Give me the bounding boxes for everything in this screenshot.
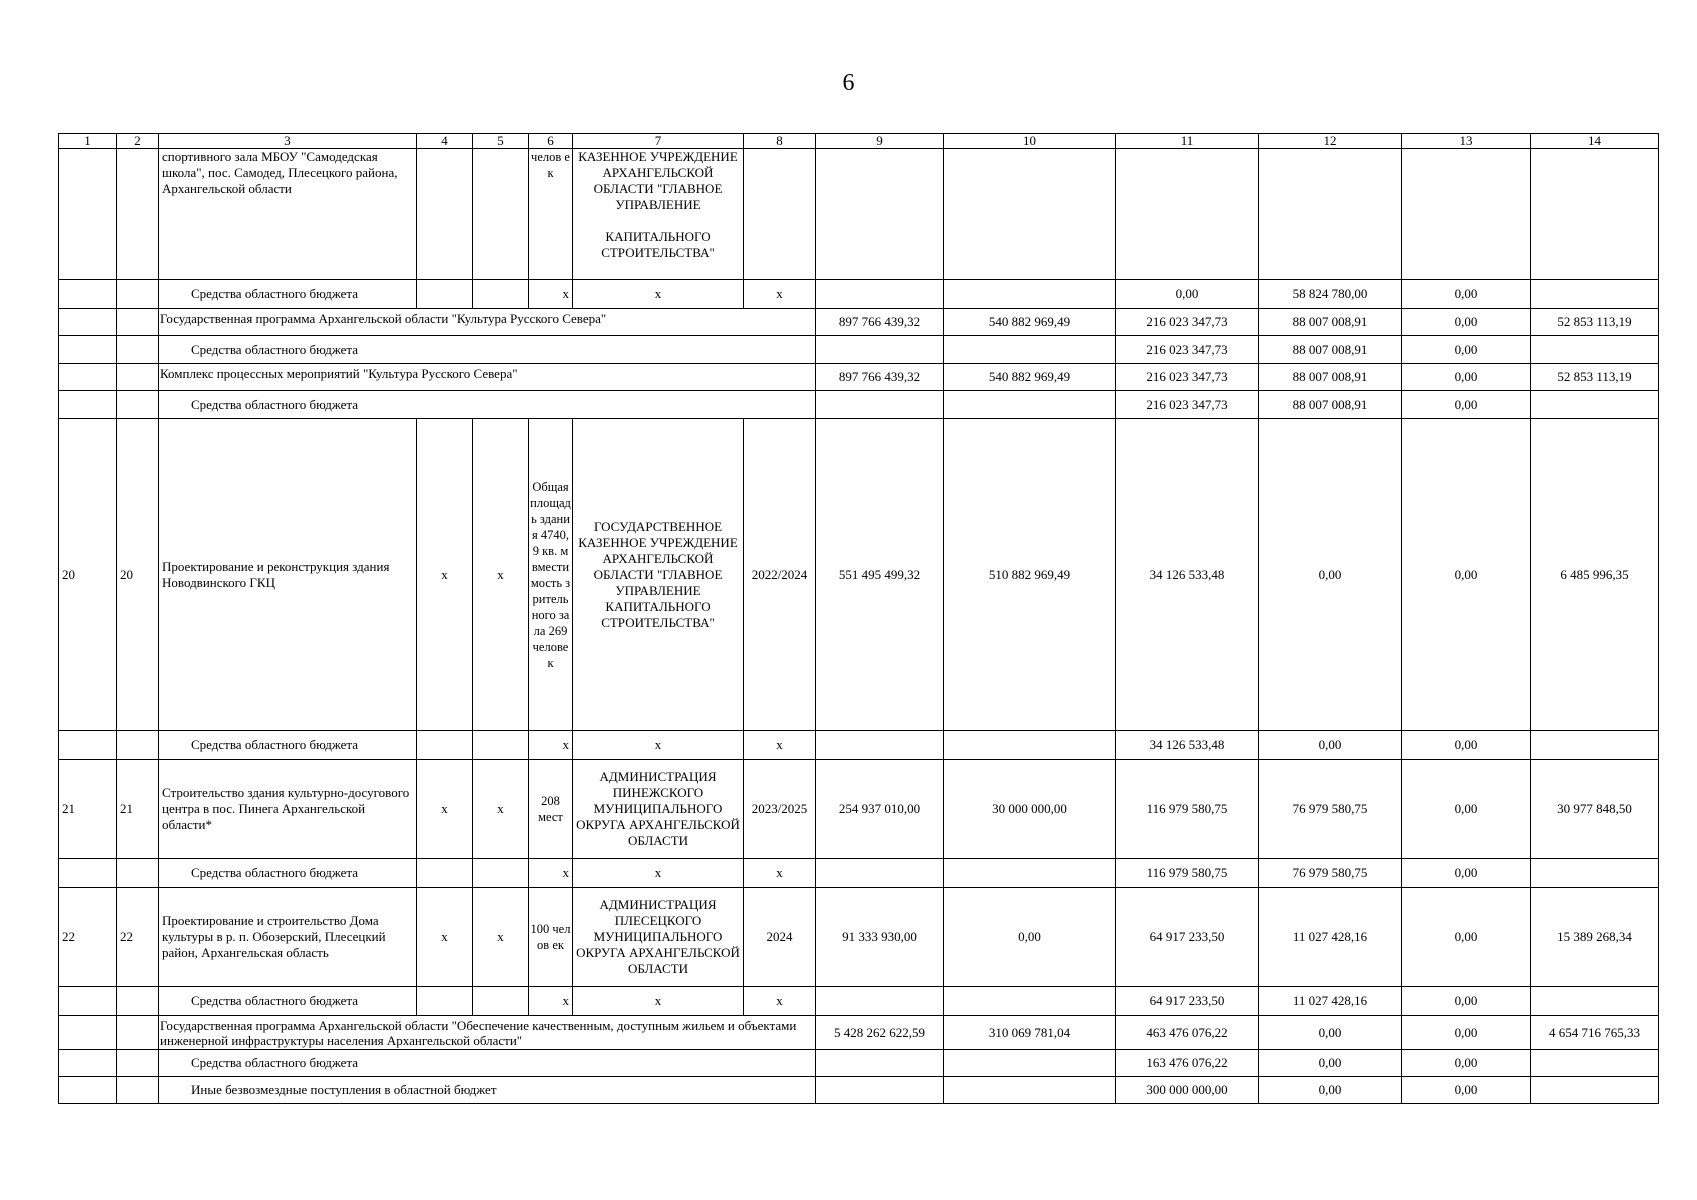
cell-value: 15 389 268,34 (1531, 888, 1659, 987)
cell-empty (1531, 987, 1659, 1016)
cell-index: 22 (59, 888, 117, 987)
cell-value: 216 023 347,73 (1116, 336, 1259, 364)
cell-period: 2022/2024 (744, 419, 816, 731)
cell-object-name: Строительство здания культурно-досугового центра в пос. Пинега Архангельской области* (159, 760, 417, 859)
cell-value: 0,00 (1116, 280, 1259, 309)
column-number: 13 (1402, 134, 1531, 149)
cell-empty (117, 336, 159, 364)
cell-value: 0,00 (1402, 1016, 1531, 1050)
column-number: 14 (1531, 134, 1659, 149)
cell-value: 52 853 113,19 (1531, 364, 1659, 391)
cell-empty (473, 987, 529, 1016)
cell-value: 30 000 000,00 (944, 760, 1116, 859)
cell-funding-source: Средства областного бюджета (159, 336, 816, 364)
cell-funding-source: Средства областного бюджета (159, 1050, 816, 1077)
column-number: 11 (1116, 134, 1259, 149)
cell-funding-source: Средства областного бюджета (159, 859, 417, 888)
cell-empty (117, 280, 159, 309)
cell-empty (59, 1016, 117, 1050)
cell-object-name: Проектирование и строительство Дома культуры в р. п. Обозерский, Плесецкий район, Архангельская область (159, 888, 417, 987)
cell-index (117, 149, 159, 280)
cell-program-title: Государственная программа Архангельской области "Культура Русского Севера" (159, 309, 816, 336)
cell-empty (944, 731, 1116, 760)
cell-period: 2023/2025 (744, 760, 816, 859)
cell-empty (1531, 1050, 1659, 1077)
cell-value: 0,00 (1402, 1077, 1531, 1104)
cell-customer: х (573, 987, 744, 1016)
cell-empty (944, 1050, 1116, 1077)
table-row (59, 731, 1659, 760)
column-number: 8 (744, 134, 816, 149)
cell-empty (417, 987, 473, 1016)
cell-empty (59, 859, 117, 888)
cell-empty (473, 149, 529, 280)
cell-value: 216 023 347,73 (1116, 364, 1259, 391)
cell-value: 116 979 580,75 (1116, 859, 1259, 888)
cell-value: 540 882 969,49 (944, 364, 1116, 391)
cell-empty (1531, 149, 1659, 280)
cell-empty (417, 280, 473, 309)
budget-table (58, 133, 1659, 1104)
cell-value: 91 333 930,00 (816, 888, 944, 987)
cell-value: 0,00 (1402, 309, 1531, 336)
cell-empty (417, 859, 473, 888)
cell-empty (816, 1077, 944, 1104)
column-number: 7 (573, 134, 744, 149)
cell-empty (473, 280, 529, 309)
cell-value: 0,00 (1259, 1077, 1402, 1104)
table-row (59, 888, 1659, 987)
cell-empty (816, 149, 944, 280)
cell-col4: х (417, 888, 473, 987)
cell-value: 300 000 000,00 (1116, 1077, 1259, 1104)
cell-value: 4 654 716 765,33 (1531, 1016, 1659, 1050)
table-row (59, 760, 1659, 859)
cell-value: 52 853 113,19 (1531, 309, 1659, 336)
cell-period: х (744, 859, 816, 888)
table-row (59, 149, 1659, 280)
cell-empty (417, 149, 473, 280)
cell-value: 540 882 969,49 (944, 309, 1116, 336)
cell-value: 0,00 (1402, 336, 1531, 364)
cell-empty (1531, 731, 1659, 760)
cell-program-title: Комплекс процессных мероприятий "Культура Русского Севера" (159, 364, 816, 391)
cell-value: 897 766 439,32 (816, 309, 944, 336)
column-number: 10 (944, 134, 1116, 149)
cell-empty (417, 731, 473, 760)
cell-empty (117, 1077, 159, 1104)
cell-customer: х (573, 859, 744, 888)
cell-value: 0,00 (1402, 419, 1531, 731)
table-row (59, 1016, 1659, 1050)
cell-value: 0,00 (944, 888, 1116, 987)
cell-empty (1531, 336, 1659, 364)
cell-empty (944, 859, 1116, 888)
cell-value: 34 126 533,48 (1116, 419, 1259, 731)
cell-funding-source: Средства областного бюджета (159, 280, 417, 309)
cell-value: 6 485 996,35 (1531, 419, 1659, 731)
cell-empty (117, 987, 159, 1016)
column-number-row (59, 134, 1659, 149)
cell-value: 58 824 780,00 (1259, 280, 1402, 309)
cell-empty (816, 859, 944, 888)
cell-empty (117, 309, 159, 336)
cell-empty (59, 364, 117, 391)
cell-empty (1531, 1077, 1659, 1104)
cell-value: 0,00 (1402, 1050, 1531, 1077)
cell-value: 88 007 008,91 (1259, 309, 1402, 336)
cell-value: 88 007 008,91 (1259, 364, 1402, 391)
cell-empty (816, 336, 944, 364)
cell-value: 254 937 010,00 (816, 760, 944, 859)
cell-empty (59, 280, 117, 309)
cell-value: 0,00 (1259, 1016, 1402, 1050)
table-row (59, 1050, 1659, 1077)
cell-value: 510 882 969,49 (944, 419, 1116, 731)
cell-value: 0,00 (1402, 987, 1531, 1016)
cell-index (59, 149, 117, 280)
column-number: 2 (117, 134, 159, 149)
cell-value: 0,00 (1402, 888, 1531, 987)
cell-empty (117, 1016, 159, 1050)
table-row (59, 309, 1659, 336)
table-row (59, 987, 1659, 1016)
cell-value: 5 428 262 622,59 (816, 1016, 944, 1050)
cell-customer: АДМИНИСТРАЦИЯ ПИНЕЖСКОГО МУНИЦИПАЛЬНОГО ОКРУГА АРХАНГЕЛЬСКОЙ ОБЛАСТИ (573, 760, 744, 859)
column-number: 12 (1259, 134, 1402, 149)
cell-empty (944, 336, 1116, 364)
column-number: 6 (529, 134, 573, 149)
table-row (59, 391, 1659, 419)
cell-value: 310 069 781,04 (944, 1016, 1116, 1050)
cell-period: х (744, 987, 816, 1016)
cell-value: 30 977 848,50 (1531, 760, 1659, 859)
cell-value: 0,00 (1259, 419, 1402, 731)
cell-value: 551 495 499,32 (816, 419, 944, 731)
cell-empty (473, 859, 529, 888)
cell-empty (59, 731, 117, 760)
cell-value: 11 027 428,16 (1259, 987, 1402, 1016)
cell-index: 22 (117, 888, 159, 987)
table-row (59, 419, 1659, 731)
cell-value: 11 027 428,16 (1259, 888, 1402, 987)
cell-value: 0,00 (1259, 1050, 1402, 1077)
cell-empty (816, 391, 944, 419)
cell-empty (59, 1077, 117, 1104)
cell-capacity: х (529, 859, 573, 888)
cell-empty (1531, 280, 1659, 309)
cell-col5: х (473, 419, 529, 731)
column-number: 3 (159, 134, 417, 149)
cell-value: 897 766 439,32 (816, 364, 944, 391)
cell-funding-source: Иные безвозмездные поступления в областной бюджет (159, 1077, 816, 1104)
cell-value: 163 476 076,22 (1116, 1050, 1259, 1077)
cell-col5: х (473, 760, 529, 859)
cell-period: х (744, 280, 816, 309)
column-number: 5 (473, 134, 529, 149)
cell-period: х (744, 731, 816, 760)
cell-value: 76 979 580,75 (1259, 760, 1402, 859)
cell-value: 64 917 233,50 (1116, 987, 1259, 1016)
cell-empty (59, 987, 117, 1016)
cell-empty (117, 391, 159, 419)
cell-empty (944, 987, 1116, 1016)
cell-funding-source: Средства областного бюджета (159, 391, 816, 419)
column-number: 1 (59, 134, 117, 149)
cell-value: 0,00 (1259, 731, 1402, 760)
cell-empty (944, 1077, 1116, 1104)
cell-empty (1531, 391, 1659, 419)
cell-value: 463 476 076,22 (1116, 1016, 1259, 1050)
cell-capacity: 100 челов ек (529, 888, 573, 987)
cell-value: 88 007 008,91 (1259, 336, 1402, 364)
cell-empty (816, 280, 944, 309)
cell-capacity: 208 мест (529, 760, 573, 859)
table-row (59, 364, 1659, 391)
cell-capacity: х (529, 731, 573, 760)
cell-index: 21 (117, 760, 159, 859)
cell-empty (944, 280, 1116, 309)
cell-index: 21 (59, 760, 117, 859)
cell-capacity: х (529, 280, 573, 309)
cell-empty (117, 859, 159, 888)
cell-value: 116 979 580,75 (1116, 760, 1259, 859)
cell-customer: х (573, 280, 744, 309)
cell-value: 0,00 (1402, 731, 1531, 760)
column-number: 4 (417, 134, 473, 149)
cell-empty (59, 336, 117, 364)
cell-empty (816, 987, 944, 1016)
cell-empty (1531, 859, 1659, 888)
cell-funding-source: Средства областного бюджета (159, 731, 417, 760)
cell-capacity: Общая площадь здания 4740,9 кв. м вместимость зрительного зала 269 человек (529, 419, 573, 731)
table-row (59, 859, 1659, 888)
cell-value: 0,00 (1402, 280, 1531, 309)
cell-empty (944, 391, 1116, 419)
cell-program-title: Государственная программа Архангельской области "Обеспечение качественным, доступным жильем и объектами инженерной инфраструктуры населения Архангельской области" (159, 1016, 816, 1050)
cell-col4: х (417, 760, 473, 859)
cell-col4: х (417, 419, 473, 731)
cell-empty (1116, 149, 1259, 280)
table-row (59, 1077, 1659, 1104)
cell-empty (59, 309, 117, 336)
cell-empty (117, 731, 159, 760)
cell-index: 20 (117, 419, 159, 731)
cell-object-name: спортивного зала МБОУ "Самодедская школа", пос. Самодед, Плесецкого района, Архангельской области (159, 149, 417, 280)
cell-empty (117, 1050, 159, 1077)
cell-empty (59, 1050, 117, 1077)
cell-object-name: Проектирование и реконструкция здания Новодвинского ГКЦ (159, 419, 417, 731)
cell-empty (816, 1050, 944, 1077)
cell-customer: АДМИНИСТРАЦИЯ ПЛЕСЕЦКОГО МУНИЦИПАЛЬНОГО ОКРУГА АРХАНГЕЛЬСКОЙ ОБЛАСТИ (573, 888, 744, 987)
table-row (59, 280, 1659, 309)
column-number: 9 (816, 134, 944, 149)
cell-empty (1402, 149, 1531, 280)
cell-value: 216 023 347,73 (1116, 391, 1259, 419)
cell-value: 0,00 (1402, 391, 1531, 419)
cell-value: 216 023 347,73 (1116, 309, 1259, 336)
cell-empty (744, 149, 816, 280)
page-number: 6 (842, 70, 855, 96)
cell-empty (473, 731, 529, 760)
cell-value: 34 126 533,48 (1116, 731, 1259, 760)
cell-funding-source: Средства областного бюджета (159, 987, 417, 1016)
cell-value: 88 007 008,91 (1259, 391, 1402, 419)
cell-index: 20 (59, 419, 117, 731)
cell-empty (944, 149, 1116, 280)
cell-period: 2024 (744, 888, 816, 987)
cell-value: 0,00 (1402, 859, 1531, 888)
cell-empty (59, 391, 117, 419)
cell-customer: ГОСУДАРСТВЕННОЕ КАЗЕННОЕ УЧРЕЖДЕНИЕ АРХАНГЕЛЬСКОЙ ОБЛАСТИ "ГЛАВНОЕ УПРАВЛЕНИЕ КАПИТАЛЬНОГО СТРОИТЕЛЬСТВА" (573, 419, 744, 731)
cell-capacity: челов ек (529, 149, 573, 280)
cell-customer: КАЗЕННОЕ УЧРЕЖДЕНИЕ АРХАНГЕЛЬСКОЙ ОБЛАСТИ "ГЛАВНОЕ УПРАВЛЕНИЕ КАПИТАЛЬНОГО СТРОИТЕЛЬСТВА" (573, 149, 744, 280)
cell-value: 76 979 580,75 (1259, 859, 1402, 888)
cell-customer: х (573, 731, 744, 760)
cell-capacity: х (529, 987, 573, 1016)
cell-empty (117, 364, 159, 391)
cell-empty (1259, 149, 1402, 280)
cell-col5: х (473, 888, 529, 987)
cell-empty (816, 731, 944, 760)
table-row (59, 336, 1659, 364)
cell-value: 0,00 (1402, 364, 1531, 391)
cell-value: 0,00 (1402, 760, 1531, 859)
cell-value: 64 917 233,50 (1116, 888, 1259, 987)
